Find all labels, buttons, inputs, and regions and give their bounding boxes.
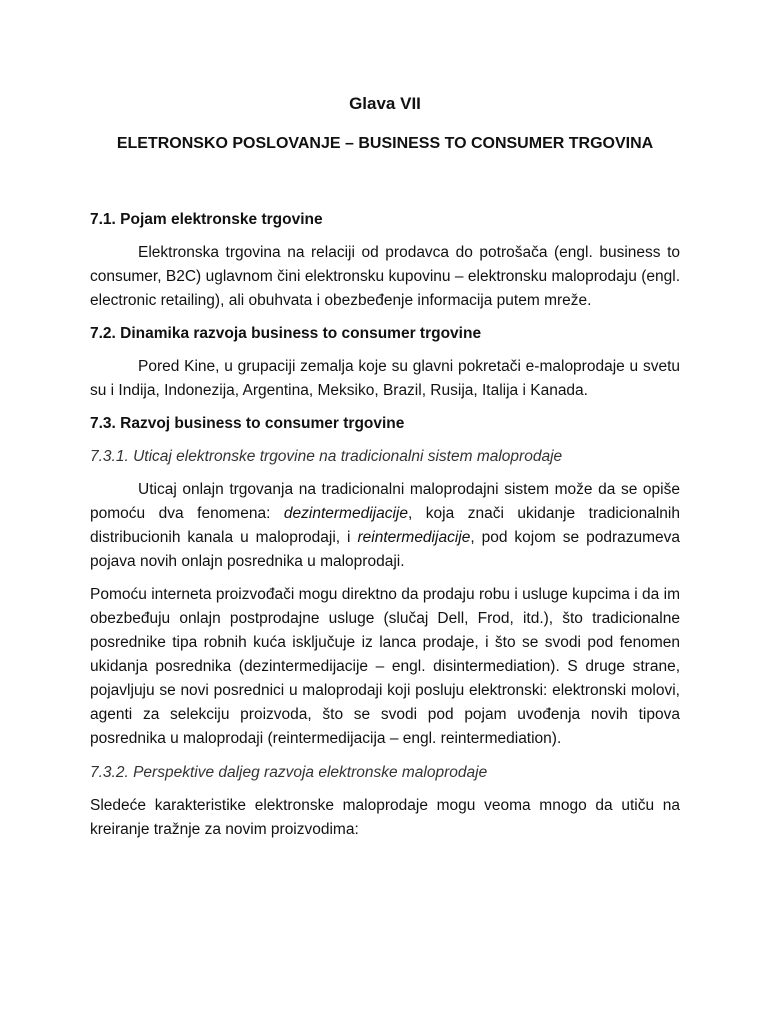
chapter-label: Glava VII (349, 94, 421, 113)
paragraph-text: , koja znači ukidanje tradicionalnih distribucionih kanala u maloprodaji, i (90, 505, 680, 546)
document-page (90, 0, 680, 1024)
section-7-2-paragraph: Pored Kine, u grupaciji zemalja koje su glavni pokretači e-maloprodaje u svetu su i Indija, Indonezija, Argentina, Meksiko, Brazil, Rusija, Italija i Kanada. (90, 358, 680, 399)
chapter-title: ELETRONSKO POSLOVANJE – BUSINESS TO CONSUMER TRGOVINA (116, 135, 654, 152)
subsection-heading-7-3-2: 7.3.2. Perspektive daljeg razvoja elektronske maloprodaje (90, 764, 488, 781)
paragraph-text: , pod kojom se podrazumeva pojava novih onlajn posrednika u maloprodaji. (90, 529, 680, 570)
subsection-7-3-1-paragraph-1 (90, 478, 680, 574)
term-reintermedijacija: reintermedijacije (357, 529, 471, 546)
section-7-1-paragraph: Elektronska trgovina na relaciji od prodavca do potrošača (engl. business to consumer, B2C) uglavnom čini elektronsku kupovinu – elektronsku maloprodaju (engl. electronic retailing), ali obuhvata i obezbeđenje informacija putem mreže. (90, 244, 680, 309)
subsection-7-3-2-paragraph: Sledeće karakteristike elektronske maloprodaje mogu veoma mnogo da utiču na kreiranje tražnje za novim proizvodima: (90, 797, 680, 838)
subsection-heading-7-3-1: 7.3.1. Uticaj elektronske trgovine na tradicionalni sistem maloprodaje (90, 448, 563, 465)
section-heading-7-1: 7.1. Pojam elektronske trgovine (90, 211, 323, 228)
term-dezintermedijacija: dezintermedijacije (283, 505, 408, 522)
paragraph-text: Uticaj onlajn trgovanja na tradicionalni maloprodajni sistem može da se opiše pomoću dva fenomena: (90, 481, 680, 522)
document-body (90, 208, 680, 851)
subsection-7-3-1-paragraph-2: Pomoću interneta proizvođači mogu direktno da prodaju robu i usluge kupcima i da im obezbeđuju onlajn postprodajne usluge (slučaj Dell, Frod, itd.), što tradicionalne posrednike tipa robnih kuća isključuje iz lanca prodaje, i što se svodi pod fenomen ukidanja posrednika (dezintermedijacije – engl. disintermediation). S druge strane, pojavljuju se novi posrednici u maloprodaji koji posluju elektronski: elektronski molovi, agenti za selekciju proizvoda, što se svodi pod pojam uvođenja novih tipova posrednika u maloprodaji (reintermedijacija – engl. reintermediation). (90, 586, 680, 747)
section-heading-7-2: 7.2. Dinamika razvoja business to consumer trgovine (90, 325, 482, 342)
section-heading-7-3: 7.3. Razvoj business to consumer trgovine (90, 415, 405, 432)
